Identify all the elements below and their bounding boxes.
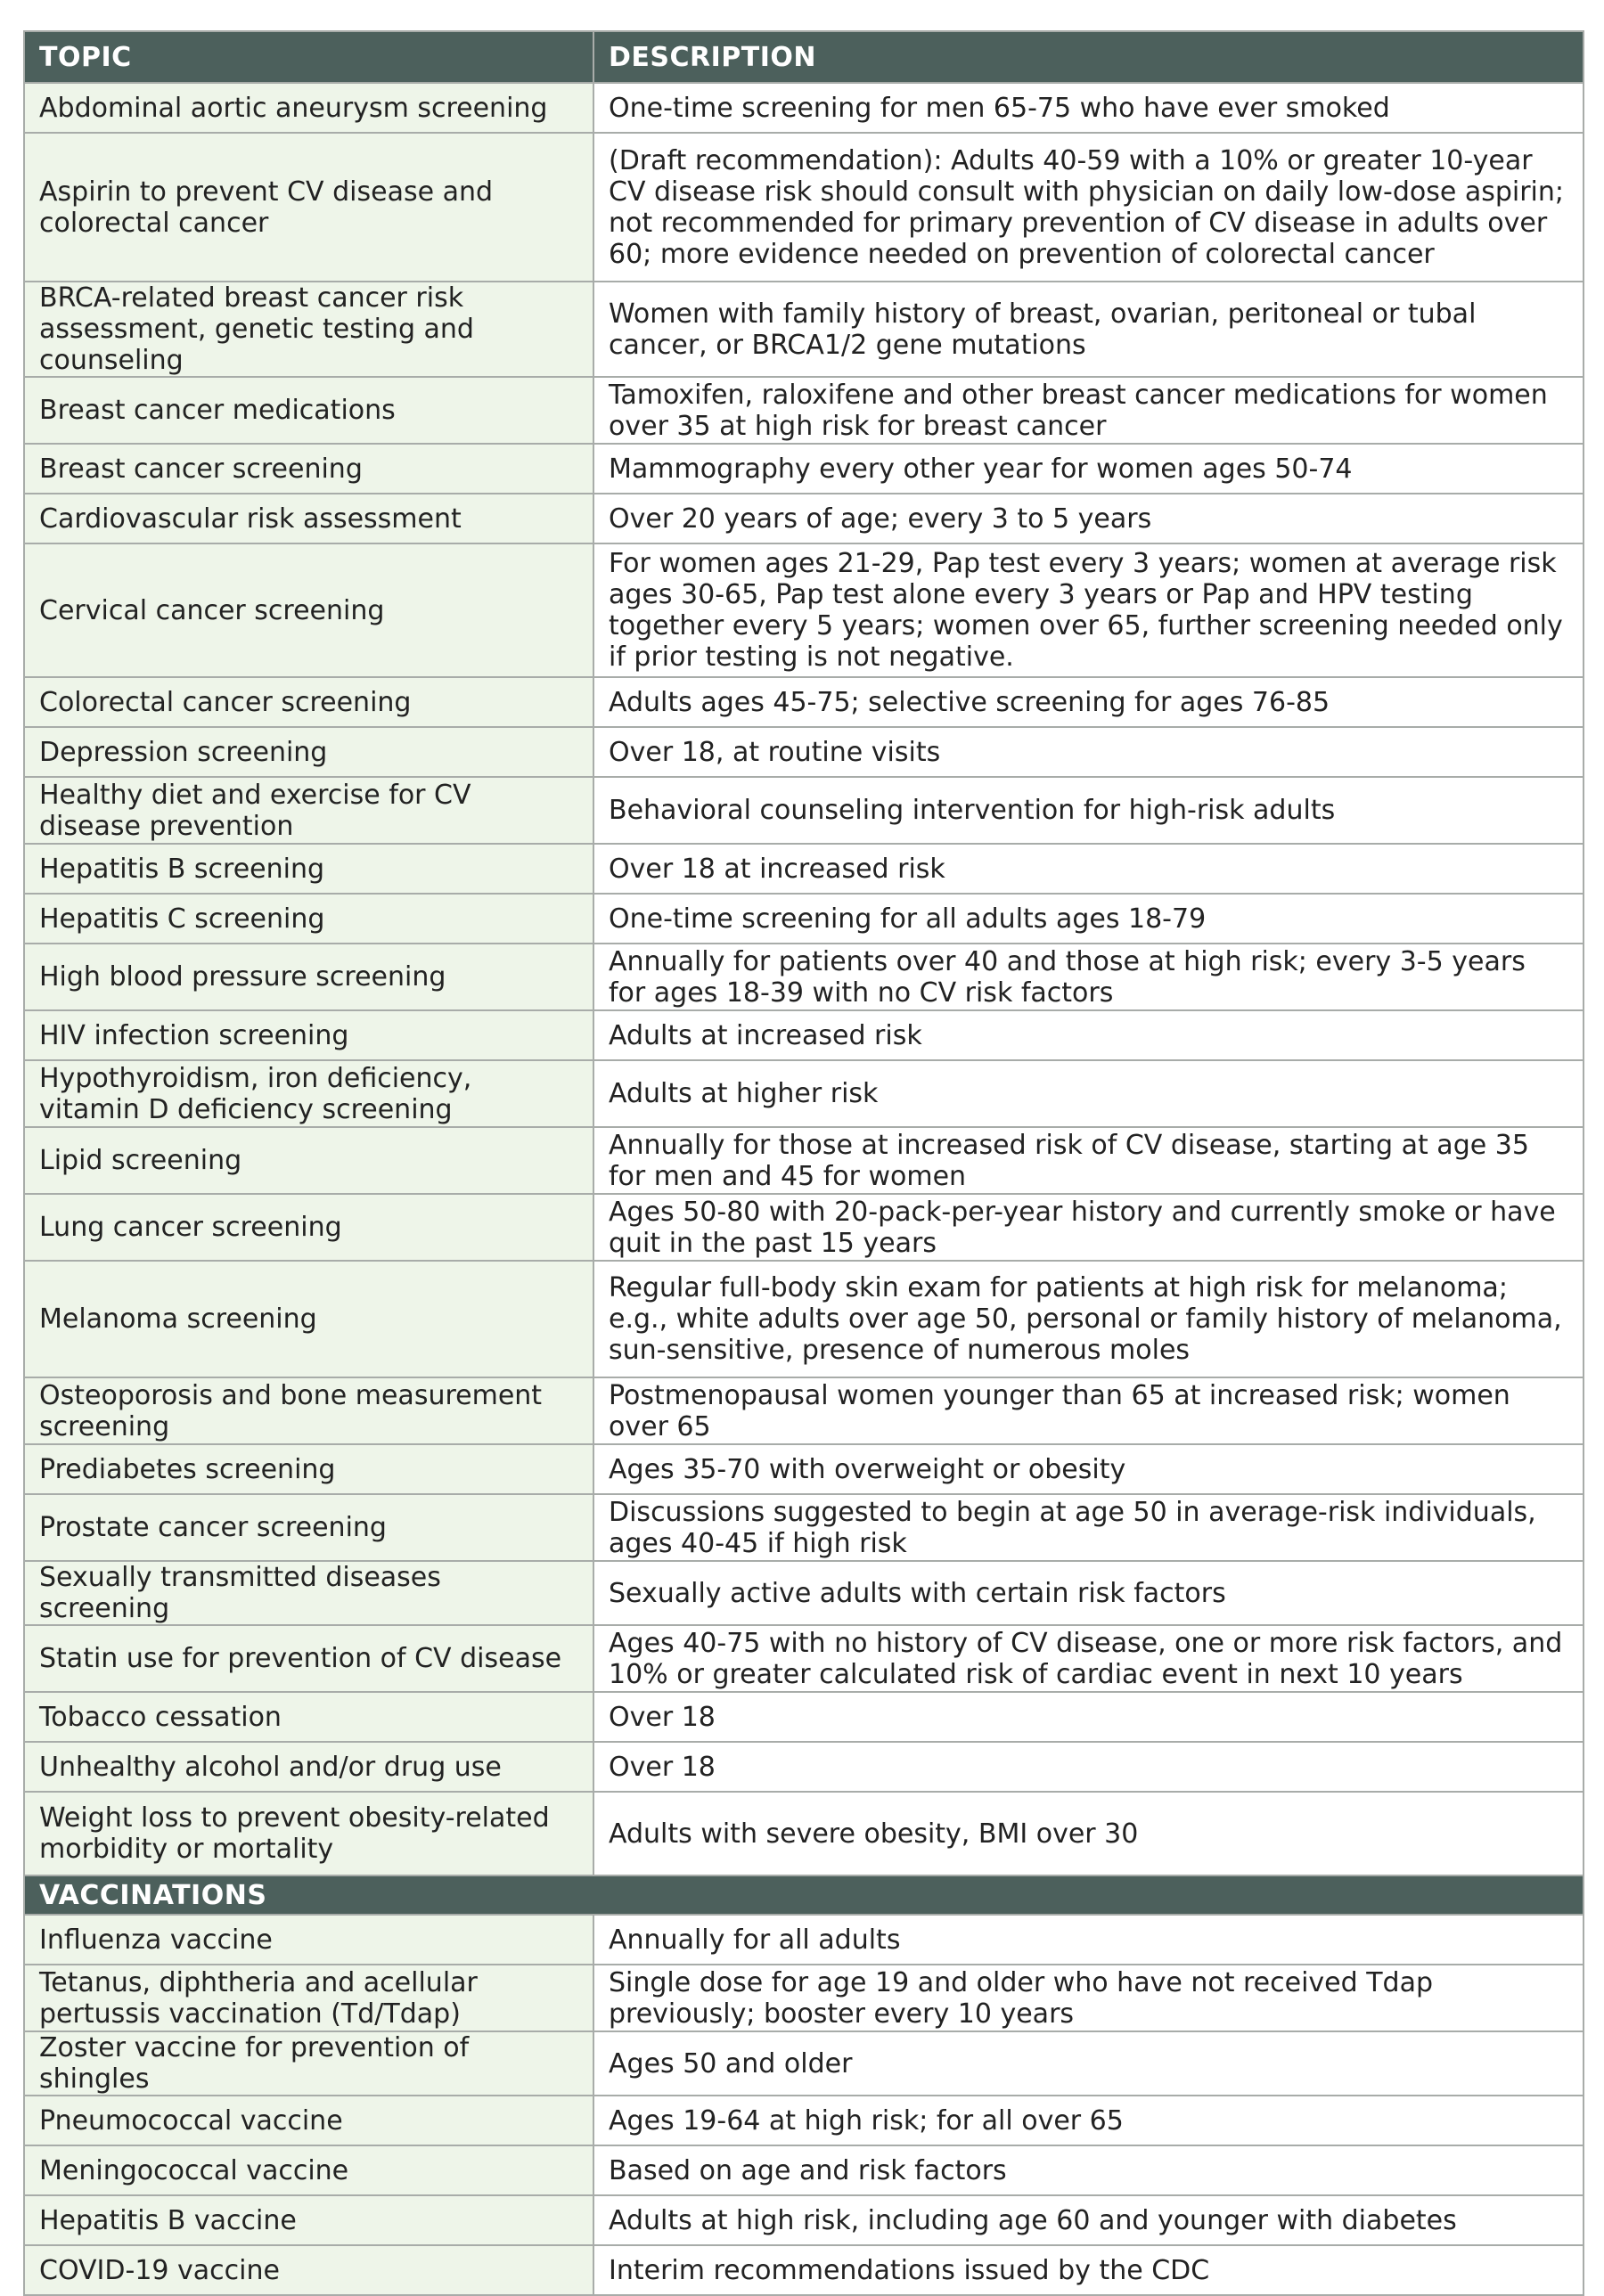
topic-cell: Aspirin to prevent CV disease and colorectal cancer bbox=[24, 133, 593, 282]
topic-cell: Sexually transmitted diseases screening bbox=[24, 1561, 593, 1625]
topic-cell: Melanoma screening bbox=[24, 1261, 593, 1377]
description-cell: One-time screening for all adults ages 18-79 bbox=[593, 894, 1584, 944]
description-cell: Ages 35-70 with overweight or obesity bbox=[593, 1444, 1584, 1494]
table-row bbox=[24, 1915, 1584, 1965]
description-cell: One-time screening for men 65-75 who have ever smoked bbox=[593, 83, 1584, 133]
description-cell: Adults at increased risk bbox=[593, 1010, 1584, 1060]
table-row bbox=[24, 1127, 1584, 1194]
description-column-header: DESCRIPTION bbox=[593, 31, 1584, 83]
topic-cell: Hepatitis C screening bbox=[24, 894, 593, 944]
table-row bbox=[24, 2245, 1584, 2295]
table-row bbox=[24, 1792, 1584, 1875]
topic-cell: Breast cancer medications bbox=[24, 377, 593, 444]
table-row bbox=[24, 494, 1584, 543]
description-cell: Interim recommendations issued by the CDC bbox=[593, 2245, 1584, 2295]
description-cell: Single dose for age 19 and older who have not received Tdap previously; booster every 10 years bbox=[593, 1965, 1584, 2031]
description-cell: Over 18 bbox=[593, 1742, 1584, 1792]
description-cell: Annually for all adults bbox=[593, 1915, 1584, 1965]
topic-cell: Pneumococcal vaccine bbox=[24, 2096, 593, 2145]
table-row bbox=[24, 1444, 1584, 1494]
description-cell: Over 18 bbox=[593, 1692, 1584, 1742]
description-cell: Adults ages 45-75; selective screening for ages 76-85 bbox=[593, 677, 1584, 727]
table-row bbox=[24, 2145, 1584, 2195]
table-row bbox=[24, 1965, 1584, 2031]
topic-cell: Weight loss to prevent obesity-related morbidity or mortality bbox=[24, 1792, 593, 1875]
description-cell: Behavioral counseling intervention for high-risk adults bbox=[593, 777, 1584, 844]
description-cell: Tamoxifen, raloxifene and other breast cancer medications for women over 35 at high risk for breast cancer bbox=[593, 377, 1584, 444]
topic-cell: Zoster vaccine for prevention of shingles bbox=[24, 2031, 593, 2096]
topic-cell: Healthy diet and exercise for CV disease prevention bbox=[24, 777, 593, 844]
table-row bbox=[24, 677, 1584, 727]
table-row bbox=[24, 2096, 1584, 2145]
table-row bbox=[24, 444, 1584, 494]
table-row bbox=[24, 543, 1584, 677]
table-row bbox=[24, 1561, 1584, 1625]
topic-cell: Lung cancer screening bbox=[24, 1194, 593, 1261]
table-row bbox=[24, 844, 1584, 894]
table-row bbox=[24, 2031, 1584, 2096]
topic-cell: Meningococcal vaccine bbox=[24, 2145, 593, 2195]
description-cell: Over 20 years of age; every 3 to 5 years bbox=[593, 494, 1584, 543]
description-cell: Ages 19-64 at high risk; for all over 65 bbox=[593, 2096, 1584, 2145]
description-cell: Based on age and risk factors bbox=[593, 2145, 1584, 2195]
topic-cell: Prostate cancer screening bbox=[24, 1494, 593, 1561]
topic-cell: Depression screening bbox=[24, 727, 593, 777]
table-row bbox=[24, 133, 1584, 282]
topic-cell: Unhealthy alcohol and/or drug use bbox=[24, 1742, 593, 1792]
topic-cell: Hepatitis B screening bbox=[24, 844, 593, 894]
description-cell: Ages 40-75 with no history of CV disease, one or more risk factors, and 10% or greater calculated risk of cardiac event in next 10 years bbox=[593, 1625, 1584, 1692]
description-cell: Ages 50 and older bbox=[593, 2031, 1584, 2096]
table-row bbox=[24, 1060, 1584, 1127]
description-cell: Postmenopausal women younger than 65 at increased risk; women over 65 bbox=[593, 1377, 1584, 1444]
table-row bbox=[24, 727, 1584, 777]
topic-cell: BRCA-related breast cancer risk assessment, genetic testing and counseling bbox=[24, 282, 593, 377]
topic-cell: Tobacco cessation bbox=[24, 1692, 593, 1742]
topic-cell: Abdominal aortic aneurysm screening bbox=[24, 83, 593, 133]
description-cell: Over 18, at routine visits bbox=[593, 727, 1584, 777]
description-cell: Annually for patients over 40 and those at high risk; every 3-5 years for ages 18-39 with no CV risk factors bbox=[593, 944, 1584, 1010]
topic-cell: Osteoporosis and bone measurement screening bbox=[24, 1377, 593, 1444]
table-row bbox=[24, 282, 1584, 377]
table-row bbox=[24, 1625, 1584, 1692]
table-row bbox=[24, 1194, 1584, 1261]
description-cell: For women ages 21-29, Pap test every 3 years; women at average risk ages 30-65, Pap test alone every 3 years or Pap and HPV testing together every 5 years; women over 65, further screening needed only if prior testing is not negative. bbox=[593, 543, 1584, 677]
topic-cell: Cervical cancer screening bbox=[24, 543, 593, 677]
topic-cell: High blood pressure screening bbox=[24, 944, 593, 1010]
topic-cell: Hepatitis B vaccine bbox=[24, 2195, 593, 2245]
description-cell: (Draft recommendation): Adults 40-59 with a 10% or greater 10-year CV disease risk should consult with physician on daily low-dose aspirin; not recommended for primary prevention of CV disease in adults over 60; more evidence needed on prevention of colorectal cancer bbox=[593, 133, 1584, 282]
topic-cell: HIV infection screening bbox=[24, 1010, 593, 1060]
topic-cell: Prediabetes screening bbox=[24, 1444, 593, 1494]
description-cell: Adults at higher risk bbox=[593, 1060, 1584, 1127]
topic-cell: Statin use for prevention of CV disease bbox=[24, 1625, 593, 1692]
table-row bbox=[24, 1261, 1584, 1377]
table-row bbox=[24, 2195, 1584, 2245]
topic-cell: Influenza vaccine bbox=[24, 1915, 593, 1965]
description-cell: Over 18 at increased risk bbox=[593, 844, 1584, 894]
description-cell: Women with family history of breast, ovarian, peritoneal or tubal cancer, or BRCA1/2 gene mutations bbox=[593, 282, 1584, 377]
header-row bbox=[24, 31, 1584, 83]
table-row bbox=[24, 1494, 1584, 1561]
topic-cell: Lipid screening bbox=[24, 1127, 593, 1194]
table-row bbox=[24, 1377, 1584, 1444]
table-row bbox=[24, 1010, 1584, 1060]
table-row bbox=[24, 83, 1584, 133]
topic-cell: Breast cancer screening bbox=[24, 444, 593, 494]
table-row bbox=[24, 777, 1584, 844]
description-cell: Adults with severe obesity, BMI over 30 bbox=[593, 1792, 1584, 1875]
topic-cell: Cardiovascular risk assessment bbox=[24, 494, 593, 543]
description-cell: Mammography every other year for women ages 50-74 bbox=[593, 444, 1584, 494]
table-row bbox=[24, 1692, 1584, 1742]
topic-column-header: TOPIC bbox=[24, 31, 593, 83]
description-cell: Annually for those at increased risk of CV disease, starting at age 35 for men and 45 for women bbox=[593, 1127, 1584, 1194]
topic-cell: Hypothyroidism, iron deficiency, vitamin D deficiency screening bbox=[24, 1060, 593, 1127]
table-row bbox=[24, 1742, 1584, 1792]
vaccinations-section-row bbox=[24, 1875, 1584, 1915]
description-cell: Adults at high risk, including age 60 and younger with diabetes bbox=[593, 2195, 1584, 2245]
description-cell: Discussions suggested to begin at age 50 in average-risk individuals, ages 40-45 if high risk bbox=[593, 1494, 1584, 1561]
description-cell: Ages 50-80 with 20-pack-per-year history and currently smoke or have quit in the past 15 years bbox=[593, 1194, 1584, 1261]
table-row bbox=[24, 944, 1584, 1010]
description-cell: Sexually active adults with certain risk factors bbox=[593, 1561, 1584, 1625]
topic-cell: Colorectal cancer screening bbox=[24, 677, 593, 727]
table-row bbox=[24, 377, 1584, 444]
topic-cell: COVID-19 vaccine bbox=[24, 2245, 593, 2295]
table-row bbox=[24, 894, 1584, 944]
description-cell: Regular full-body skin exam for patients at high risk for melanoma; e.g., white adults over age 50, personal or family history of melanoma, sun-sensitive, presence of numerous moles bbox=[593, 1261, 1584, 1377]
topic-cell: Tetanus, diphtheria and acellular pertussis vaccination (Td/Tdap) bbox=[24, 1965, 593, 2031]
vaccinations-section-header: VACCINATIONS bbox=[24, 1875, 1584, 1915]
preventive-care-table bbox=[23, 30, 1584, 2296]
